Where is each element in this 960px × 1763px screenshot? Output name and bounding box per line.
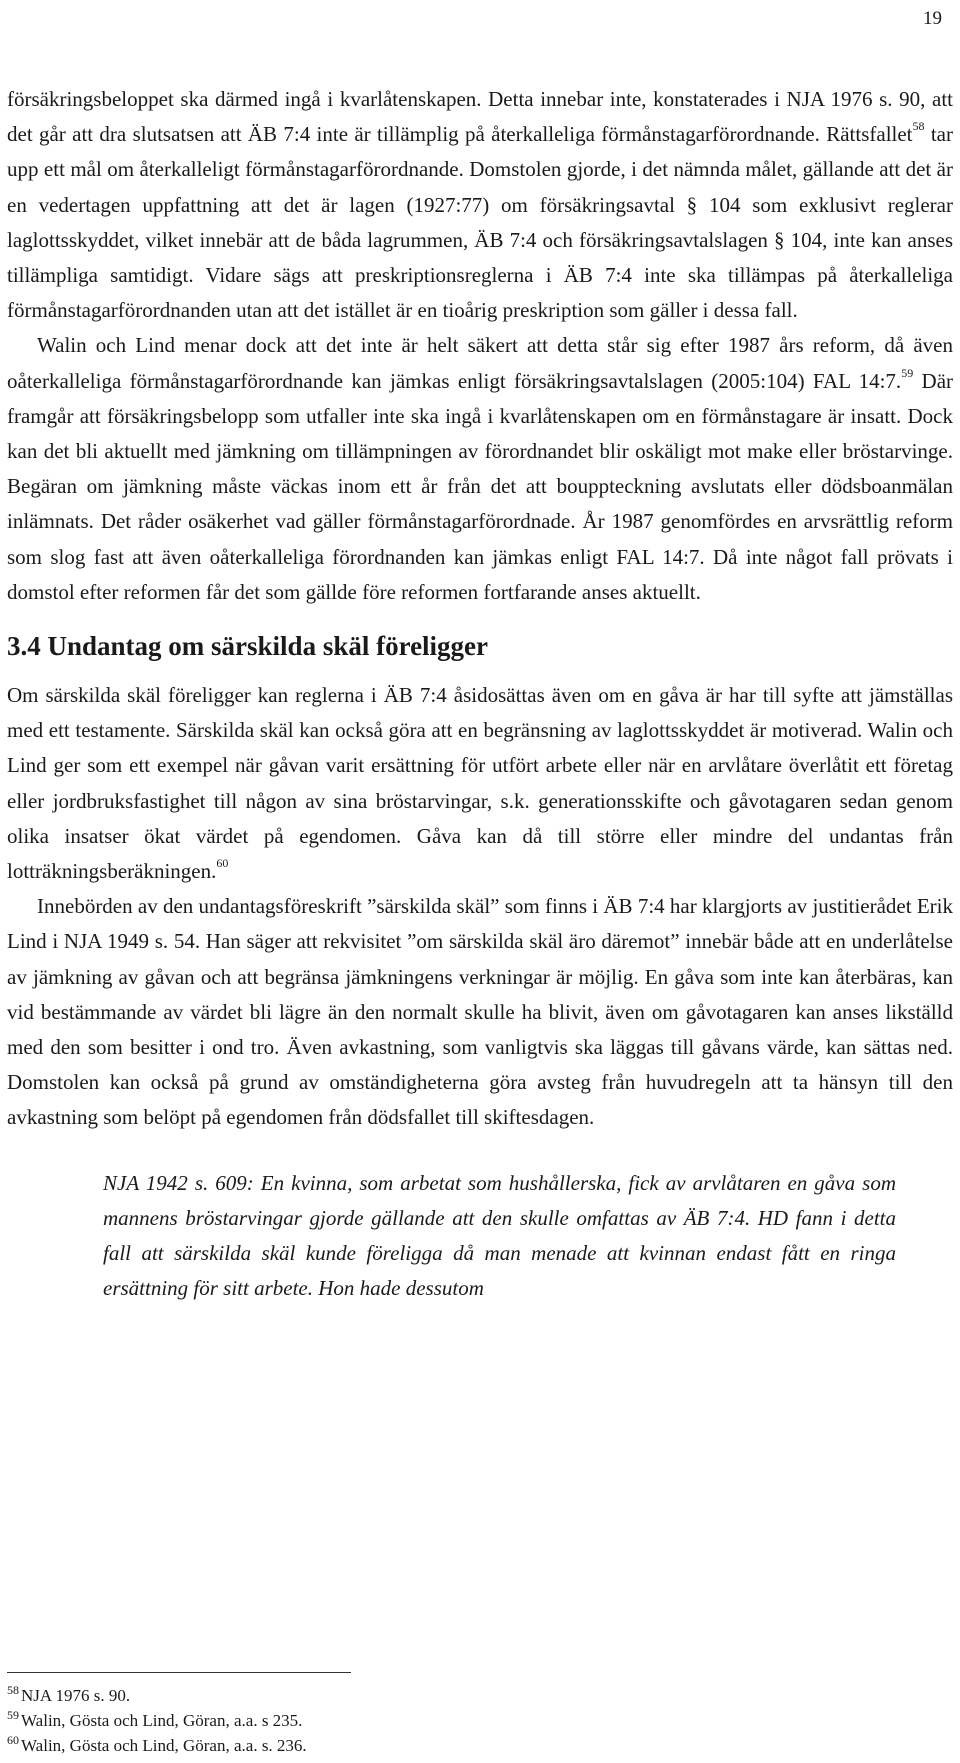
footnote-divider xyxy=(7,1672,351,1673)
footnote-59 xyxy=(7,1708,707,1733)
paragraph-2 xyxy=(7,328,953,610)
paragraph-2-text-start: Walin och Lind menar dock att det inte är helt säkert att detta står sig efter 1987 års reform, då även oåterkalleliga förmånstagarförordnande kan jämkas enligt försäkringsavtalslagen (2005:104) FAL 14:7. xyxy=(7,333,953,393)
document-body xyxy=(7,82,953,1306)
footnote-ref-59[interactable]: 59 xyxy=(901,365,914,380)
footnote-58 xyxy=(7,1683,707,1708)
footnote-text: Walin, Gösta och Lind, Göran, a.a. s. 236. xyxy=(21,1736,307,1755)
section-heading: 3.4 Undantag om särskilda skäl föreligger xyxy=(7,631,489,662)
page-number: 19 xyxy=(923,8,942,29)
paragraph-1-text-start: försäkringsbeloppet ska därmed ingå i kvarlåtenskapen. Detta innebar inte, konstaterades i NJA 1976 s. 90, att det går att dra slutsatsen att ÄB 7:4 inte är tillämplig på återkalleliga förmånstagarförordnande. Rättsfallet xyxy=(7,87,953,147)
footnote-text: Walin, Gösta och Lind, Göran, a.a. s 235. xyxy=(21,1711,303,1730)
case-quote: NJA 1942 s. 609: En kvinna, som arbetat som hushållerska, fick av arvlåtaren en gåva som mannens bröstarvingar gjorde gällande att den skulle omfattas av ÄB 7:4. HD fann i detta fall att särskilda skäl kunde föreligga då man menade att kvinnan endast fått en ringa ersättning för sitt arbete. Hon hade dessutom xyxy=(103,1170,896,1300)
footnote-60 xyxy=(7,1733,707,1758)
footnote-number: 59 xyxy=(7,1708,19,1723)
paragraph-4: Innebörden av den undantagsföreskrift ”särskilda skäl” som finns i ÄB 7:4 har klargjorts av justitierådet Erik Lind i NJA 1949 s. 54. Han säger att rekvisitet ”om särskilda skäl äro däremot” innebär både att en underlåtelse av jämkning av gåvan och att begränsa jämkningens verkningar är möjlig. En gåva som inte kan återbäras, kan vid bestämmande av värdet bli lägre än den normalt skulle ha blivit, även om gåvotagaren kan anses likställd med den som besitter i ond tro. Även avkastning, som vanligtvis ska läggas till gåvans värde, kan sättas ned. Domstolen kan också på grund av omständigheterna göra avsteg från huvudregeln att ta hänsyn till den avkastning som belöpt på egendomen från dödsfallet till skiftesdagen. xyxy=(7,894,953,1130)
paragraph-1 xyxy=(7,82,953,328)
footnote-number: 58 xyxy=(7,1683,19,1698)
paragraph-3-text: Om särskilda skäl föreligger kan reglerna i ÄB 7:4 åsidosättas även om en gåva är har till syfte att jämställas med ett testamente. Särskilda skäl kan också göra att en begränsning av laglottsskyddet är motiverad. Walin och Lind ger som ett exempel när gåvan varit ersättning för utfört arbete eller när en arvlåtare överlåtit ett företag eller jordbruksfastighet till någon av sina bröstarvingar, s.k. generationsskifte och gåvotagaren sedan genom olika insatser ökat värdet på egendomen. Gåva kan då till större eller mindre del undantas från lotträkningsberäkningen. xyxy=(7,683,953,884)
footnote-text: NJA 1976 s. 90. xyxy=(21,1686,131,1705)
paragraph-1-text-end: tar upp ett mål om återkalleligt förmånstagarförordnande. Domstolen gjorde, i det nämnda målet, gällande att det är en vedertagen uppfattning att det är lagen (1927:77) om försäkringsavtal § 104 som exklusivt reglerar laglottsskyddet, vilket innebär att de båda lagrummen, ÄB 7:4 och försäkringsavtalslagen § 104, inte kan anses tillämpliga samtidigt. Vidare sägs att preskriptionsreglerna i ÄB 7:4 inte ska tillämpas på återkalleliga förmånstagarförordnanden utan att det istället är en tioårig preskription som gäller i dessa fall. xyxy=(7,122,953,323)
footnote-number: 60 xyxy=(7,1733,19,1748)
paragraph-3 xyxy=(7,678,953,889)
footnotes xyxy=(7,1683,707,1758)
paragraph-2-text-end: Där framgår att försäkringsbelopp som utfaller inte ska ingå i kvarlåtenskapen om en förmånstagare är insatt. Dock kan det bli aktuellt med jämkning om tillämpningen av förordnandet blir oskäligt mot make eller bröstarvinge. Begäran om jämkning måste väckas inom ett år från det att bouppteckning avslutats eller dödsboanmälan inlämnats. Det råder osäkerhet vad gäller förmånstagarförordnade. År 1987 genomfördes en arvsrättlig reform som slog fast att även oåterkalleliga förordnanden kan jämkas enligt FAL 14:7. Då inte något fall prövats i domstol efter reformen får det som gällde före reformen fortfarande anses aktuellt. xyxy=(7,368,954,604)
footnote-ref-58[interactable]: 58 xyxy=(912,119,925,134)
footnote-ref-60[interactable]: 60 xyxy=(216,856,229,871)
